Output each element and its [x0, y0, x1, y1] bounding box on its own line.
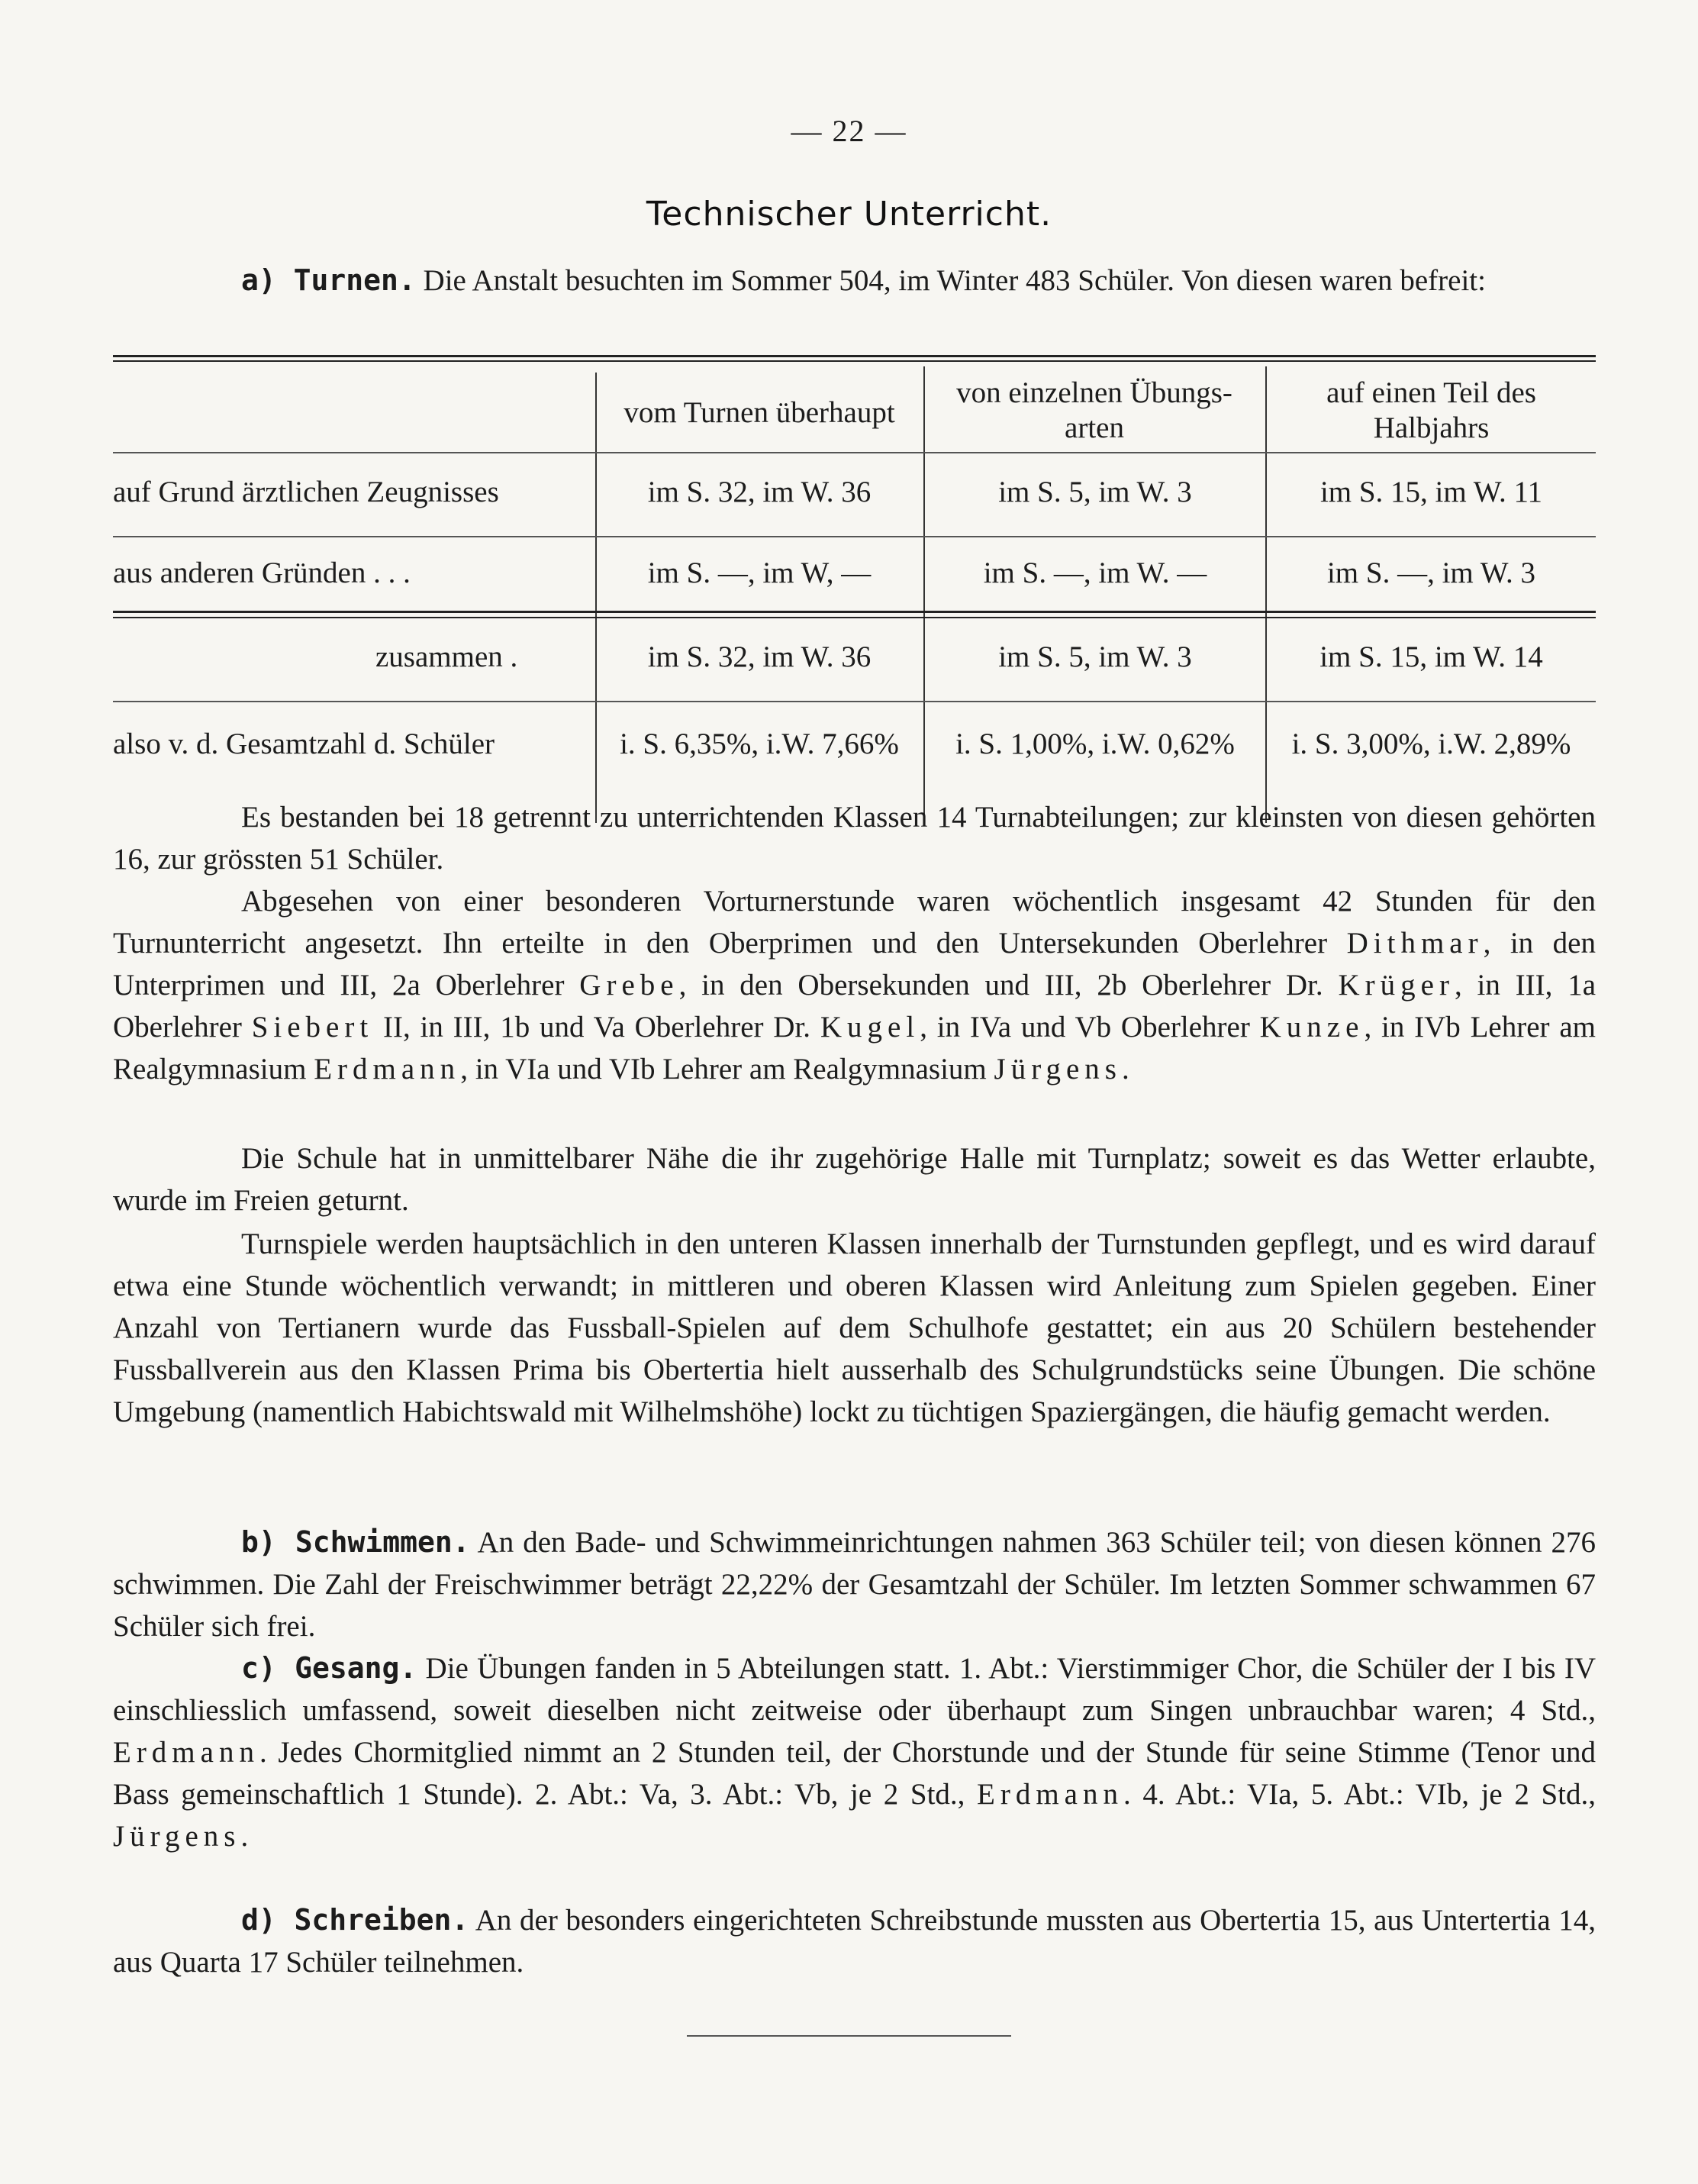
- p2-text: II, in III, 1b und Va Oberlehrer Dr.: [373, 1011, 820, 1044]
- p2-text: , in III, 1a Oberlehrer: [113, 969, 1597, 1044]
- col-header-3: auf einen Teil des Halbjahrs: [1326, 376, 1536, 444]
- teacher-name: Kunze: [1259, 1011, 1365, 1044]
- p2-text: Abgesehen von einer besonderen Vorturnerstunde waren wöchentlich insgesamt 42 Stunden für den Turnunterricht angesetzt. Ihn erteilte in den Oberprimen und den Untersekunden Oberlehrer: [113, 885, 1596, 960]
- table-cell: im S. —, im W, —: [647, 556, 872, 589]
- teacher-name: Erdmann: [977, 1778, 1123, 1811]
- p2-text: , in den Unterprimen und III, 2a Oberlehrer: [113, 927, 1596, 1002]
- gesang-text: Die Übungen fanden in 5 Abteilungen statt. 1. Abt.: Vierstimmiger Chor, die Schüler der I bis IV einschliesslich umfassend, soweit dieselben nicht zeitweise oder überhaupt zum Singen unbrauchbar waren; 4 Std.,: [113, 1652, 1597, 1727]
- closing-rule: [687, 2035, 1011, 2037]
- page-number: — 22 —: [791, 114, 907, 148]
- turnen-paragraph-2: [113, 880, 1596, 1090]
- gesang-text: . 4. Abt.: VIa, 5. Abt.: VIb, je 2 Std.,: [1123, 1778, 1596, 1811]
- teacher-name: Erdmann: [113, 1736, 259, 1769]
- teacher-name: Erdmann: [314, 1053, 461, 1086]
- table-cell: im S. 32, im W. 36: [647, 640, 872, 673]
- table-cell: im S. —, im W. 3: [1326, 556, 1536, 589]
- schreiben-paragraph: [113, 1899, 1596, 1983]
- row-label-total: zusammen .: [375, 640, 518, 673]
- schreiben-text: An der besonders eingerichteten Schreibstunde mussten aus Obertertia 15, aus Untertertia 14, aus Quarta 17 Schüler teilnehmen.: [113, 1904, 1596, 1979]
- gesang-text: . Jedes Chormitglied nimmt an 2 Stunden teil, der Chorstunde und der Stunde für seine Stimme (Tenor und Bass gemeinschaftlich 1 Stunde). 2. Abt.: Va, 3. Abt.: Vb, je 2 Std.,: [113, 1736, 1596, 1811]
- turnen-intro-text: Die Anstalt besuchten im Sommer 504, im Winter 483 Schüler. Von diesen waren befreit:: [423, 264, 1486, 297]
- p2-text: , in VIa und VIb Lehrer am Realgymnasium: [460, 1053, 994, 1086]
- row-label-percent: also v. d. Gesamtzahl d. Schüler: [113, 727, 495, 760]
- table-cell: im S. —, im W. —: [983, 556, 1207, 589]
- turnen-heading: a) Turnen.: [241, 263, 416, 297]
- p2-text: .: [1121, 1053, 1129, 1086]
- table-cell: im S. 5, im W. 3: [998, 476, 1192, 508]
- turnen-paragraph-1: Es bestanden bei 18 getrennt zu unterrichtenden Klassen 14 Turnabteilungen; zur kleinsten von diesen gehörten 16, zur grössten 51 Schüler.: [113, 801, 1596, 876]
- teacher-name: Krüger: [1338, 969, 1455, 1002]
- gesang-paragraph: [113, 1647, 1596, 1857]
- teacher-name: Jürgens: [994, 1053, 1122, 1086]
- teacher-name: Kugel: [820, 1011, 920, 1044]
- turnen-paragraph-3: Die Schule hat in unmittelbarer Nähe die ihr zugehörige Halle mit Turnplatz; soweit es das Wetter erlaubte, wurde im Freien geturnt.: [113, 1142, 1596, 1217]
- turnen-intro: [113, 260, 1596, 302]
- table-cell: im S. 15, im W. 11: [1319, 476, 1543, 508]
- col-header-1: vom Turnen überhaupt: [623, 396, 895, 429]
- p2-text: , in IVa und Vb Oberlehrer: [920, 1011, 1260, 1044]
- schwimmen-heading: b) Schwimmen.: [241, 1525, 470, 1559]
- col-header-2: von einzelnen Übungs-arten: [956, 376, 1232, 444]
- row-label-other: aus anderen Gründen . . .: [113, 556, 411, 589]
- row-label-medical: auf Grund ärztlichen Zeugnisses: [113, 476, 499, 508]
- p2-text: , in den Obersekunden und III, 2b Oberlehrer Dr.: [678, 969, 1339, 1002]
- teacher-name: Grebe: [579, 969, 679, 1002]
- gesang-text: .: [240, 1820, 249, 1853]
- table-cell: im S. 15, im W. 14: [1319, 640, 1543, 673]
- teacher-name: Siebert: [251, 1011, 374, 1044]
- table-cell: im S. 5, im W. 3: [998, 640, 1192, 673]
- table-cell: i. S. 3,00%, i.W. 2,89%: [1291, 727, 1571, 760]
- table-cell: i. S. 6,35%, i.W. 7,66%: [620, 727, 899, 760]
- schreiben-heading: d) Schreiben.: [241, 1903, 469, 1937]
- gesang-heading: c) Gesang.: [241, 1651, 417, 1685]
- schwimmen-paragraph: [113, 1521, 1596, 1647]
- p2-text: , in IVb Lehrer am Realgymnasium: [113, 1011, 1596, 1086]
- schwimmen-text: An den Bade- und Schwimmeinrichtungen nahmen 363 Schüler teil; von diesen können 276 schwimmen. Die Zahl der Freischwimmer beträgt 22,22% der Gesamtzahl der Schüler. Im letzten Sommer schwammen 67 Schüler sich frei.: [113, 1526, 1596, 1643]
- teacher-name: Dithmar: [1346, 927, 1484, 960]
- table-cell: im S. 32, im W. 36: [647, 476, 872, 508]
- table-cell: i. S. 1,00%, i.W. 0,62%: [955, 727, 1235, 760]
- page-title: Technischer Unterricht.: [646, 195, 1052, 234]
- teacher-name: Jürgens: [113, 1820, 241, 1853]
- turnen-paragraph-4: Turnspiele werden hauptsächlich in den unteren Klassen innerhalb der Turnstunden gepflegt, und es wird darauf etwa eine Stunde wöchentlich verwandt; in mittleren und oberen Klassen wird Anleitung zum Spielen gegeben. Einer Anzahl von Tertianern wurde das Fussball-Spielen auf dem Schulhofe gestattet; ein aus 20 Schülern bestehender Fussballverein aus den Klassen Prima bis Obertertia hielt ausserhalb des Schulgrundstücks seine Übungen. Die schöne Umgebung (namentlich Habichtswald mit Wilhelmshöhe) lockt zu tüchtigen Spaziergängen, die häufig gemacht werden.: [113, 1227, 1596, 1428]
